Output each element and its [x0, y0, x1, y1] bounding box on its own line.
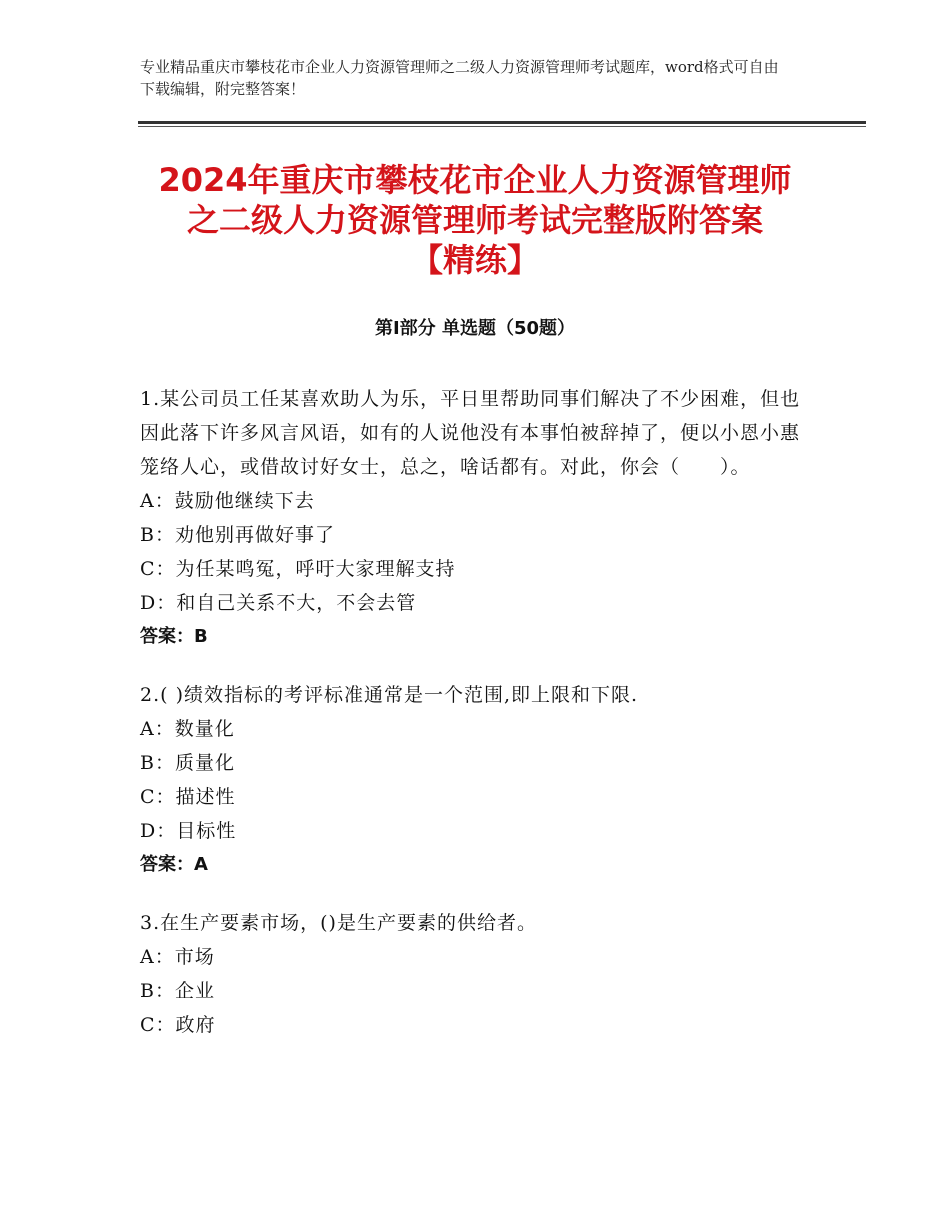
option-a: A：数量化: [140, 718, 235, 740]
header-rule-thick: [138, 121, 866, 124]
option-c: C：描述性: [140, 786, 236, 808]
option-b: B：劝他别再做好事了: [140, 524, 335, 546]
option-d: D：目标性: [140, 820, 237, 842]
option-c: C：政府: [140, 1014, 216, 1036]
question-3: [140, 906, 810, 1042]
option-d: D：和自己关系不大，不会去管: [140, 592, 417, 614]
header-note: 专业精品重庆市攀枝花市企业人力资源管理师之二级人力资源管理师考试题库，word格式可自由下载编辑，附完整答案！: [140, 58, 779, 98]
question-2: [140, 678, 810, 882]
option-b: B：企业: [140, 980, 215, 1002]
question-list: [140, 382, 810, 1066]
question-stem: 1.某公司员工任某喜欢助人为乐，平日里帮助同事们解决了不少困难，但也因此落下许多风言风语，如有的人说他没有本事怕被辞掉了，便以小恩小惠笼络人心，或借故讨好女士，总之，啥话都有。对此，你会（ ）。: [140, 388, 801, 478]
question-stem: 3.在生产要素市场，()是生产要素的供给者。: [140, 912, 537, 934]
section-title: 第Ⅰ部分 单选题（50题）: [374, 318, 575, 339]
option-a: A：鼓励他继续下去: [140, 490, 315, 512]
option-c: C：为任某鸣冤，呼吁大家理解支持: [140, 558, 456, 580]
answer: 答案：B: [140, 626, 208, 647]
question-stem: 2.( )绩效指标的考评标准通常是一个范围,即上限和下限.: [140, 684, 639, 706]
option-b: B：质量化: [140, 752, 235, 774]
document-title: [110, 160, 840, 280]
title-line: 2024年重庆市攀枝花市企业人力资源管理师: [158, 161, 792, 199]
answer: 答案：A: [140, 854, 208, 875]
question-1: [140, 382, 810, 654]
option-a: A：市场: [140, 946, 215, 968]
title-line: 【精练】: [410, 241, 539, 279]
header-rule-thin: [138, 126, 866, 127]
title-line: 之二级人力资源管理师考试完整版附答案: [186, 201, 763, 239]
